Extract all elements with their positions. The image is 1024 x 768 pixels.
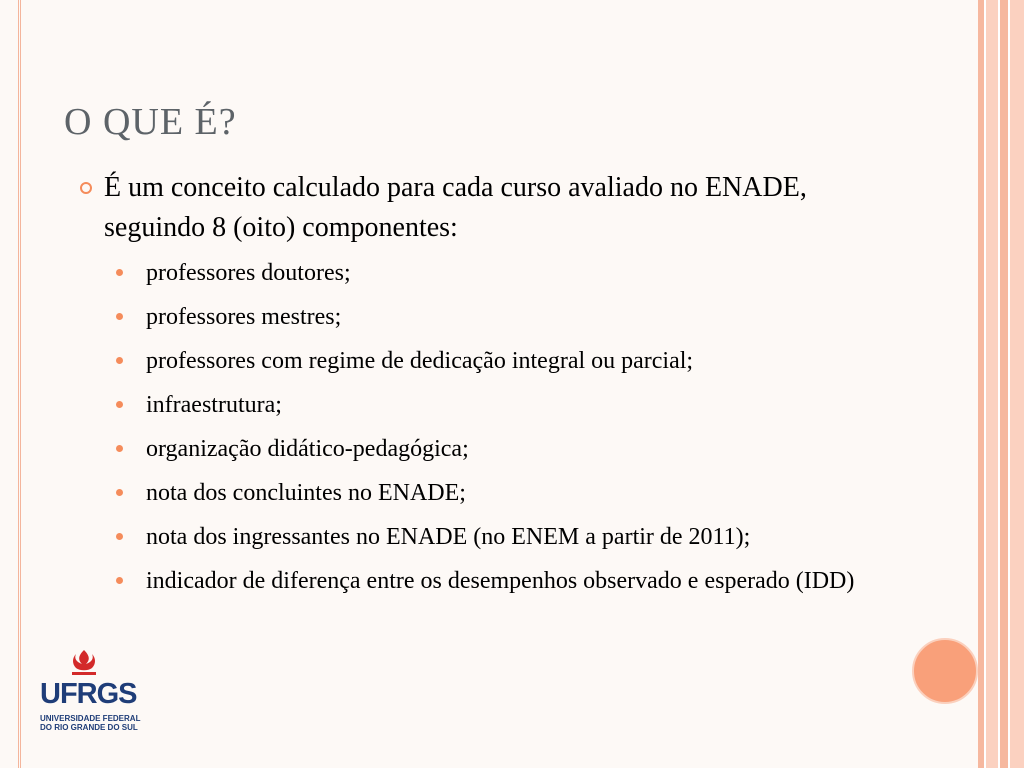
bullet-dot-icon <box>116 445 123 452</box>
components-list <box>80 256 900 598</box>
list-item: professores mestres; <box>80 300 900 334</box>
main-bullet-point <box>80 168 900 248</box>
list-item: indicador de diferença entre os desempenhos observado e esperado (IDD) <box>80 564 900 598</box>
list-item: nota dos ingressantes no ENADE (no ENEM a partir de 2011); <box>80 520 900 554</box>
main-bullet-text: É um conceito calculado para cada curso avaliado no ENADE, seguindo 8 (oito) componentes: <box>104 172 807 243</box>
slide-border-left-inner <box>20 0 21 768</box>
bullet-dot-icon <box>116 533 123 540</box>
bullet-dot-icon <box>116 489 123 496</box>
logo-subtitle: UNIVERSIDADE FEDERAL DO RIO GRANDE DO SUL <box>40 714 141 732</box>
ufrgs-logo <box>36 648 146 732</box>
bullet-dot-icon <box>116 577 123 584</box>
slide-title: O QUE É? <box>64 101 237 143</box>
slide-body <box>80 168 900 608</box>
list-item: professores com regime de dedicação integral ou parcial; <box>80 344 900 378</box>
list-item: professores doutores; <box>80 256 900 290</box>
list-item: infraestrutura; <box>80 388 900 422</box>
bullet-dot-icon <box>116 313 123 320</box>
flame-icon <box>64 648 104 678</box>
logo-wordmark: UFRGS <box>40 678 137 710</box>
bullet-dot-icon <box>116 269 123 276</box>
decorative-stripes <box>978 0 1024 768</box>
bullet-dot-icon <box>116 401 123 408</box>
bullet-ring-icon <box>80 182 92 194</box>
decorative-circle <box>912 638 978 704</box>
bullet-dot-icon <box>116 357 123 364</box>
list-item: nota dos concluintes no ENADE; <box>80 476 900 510</box>
slide-border-left <box>18 0 19 768</box>
list-item: organização didático-pedagógica; <box>80 432 900 466</box>
